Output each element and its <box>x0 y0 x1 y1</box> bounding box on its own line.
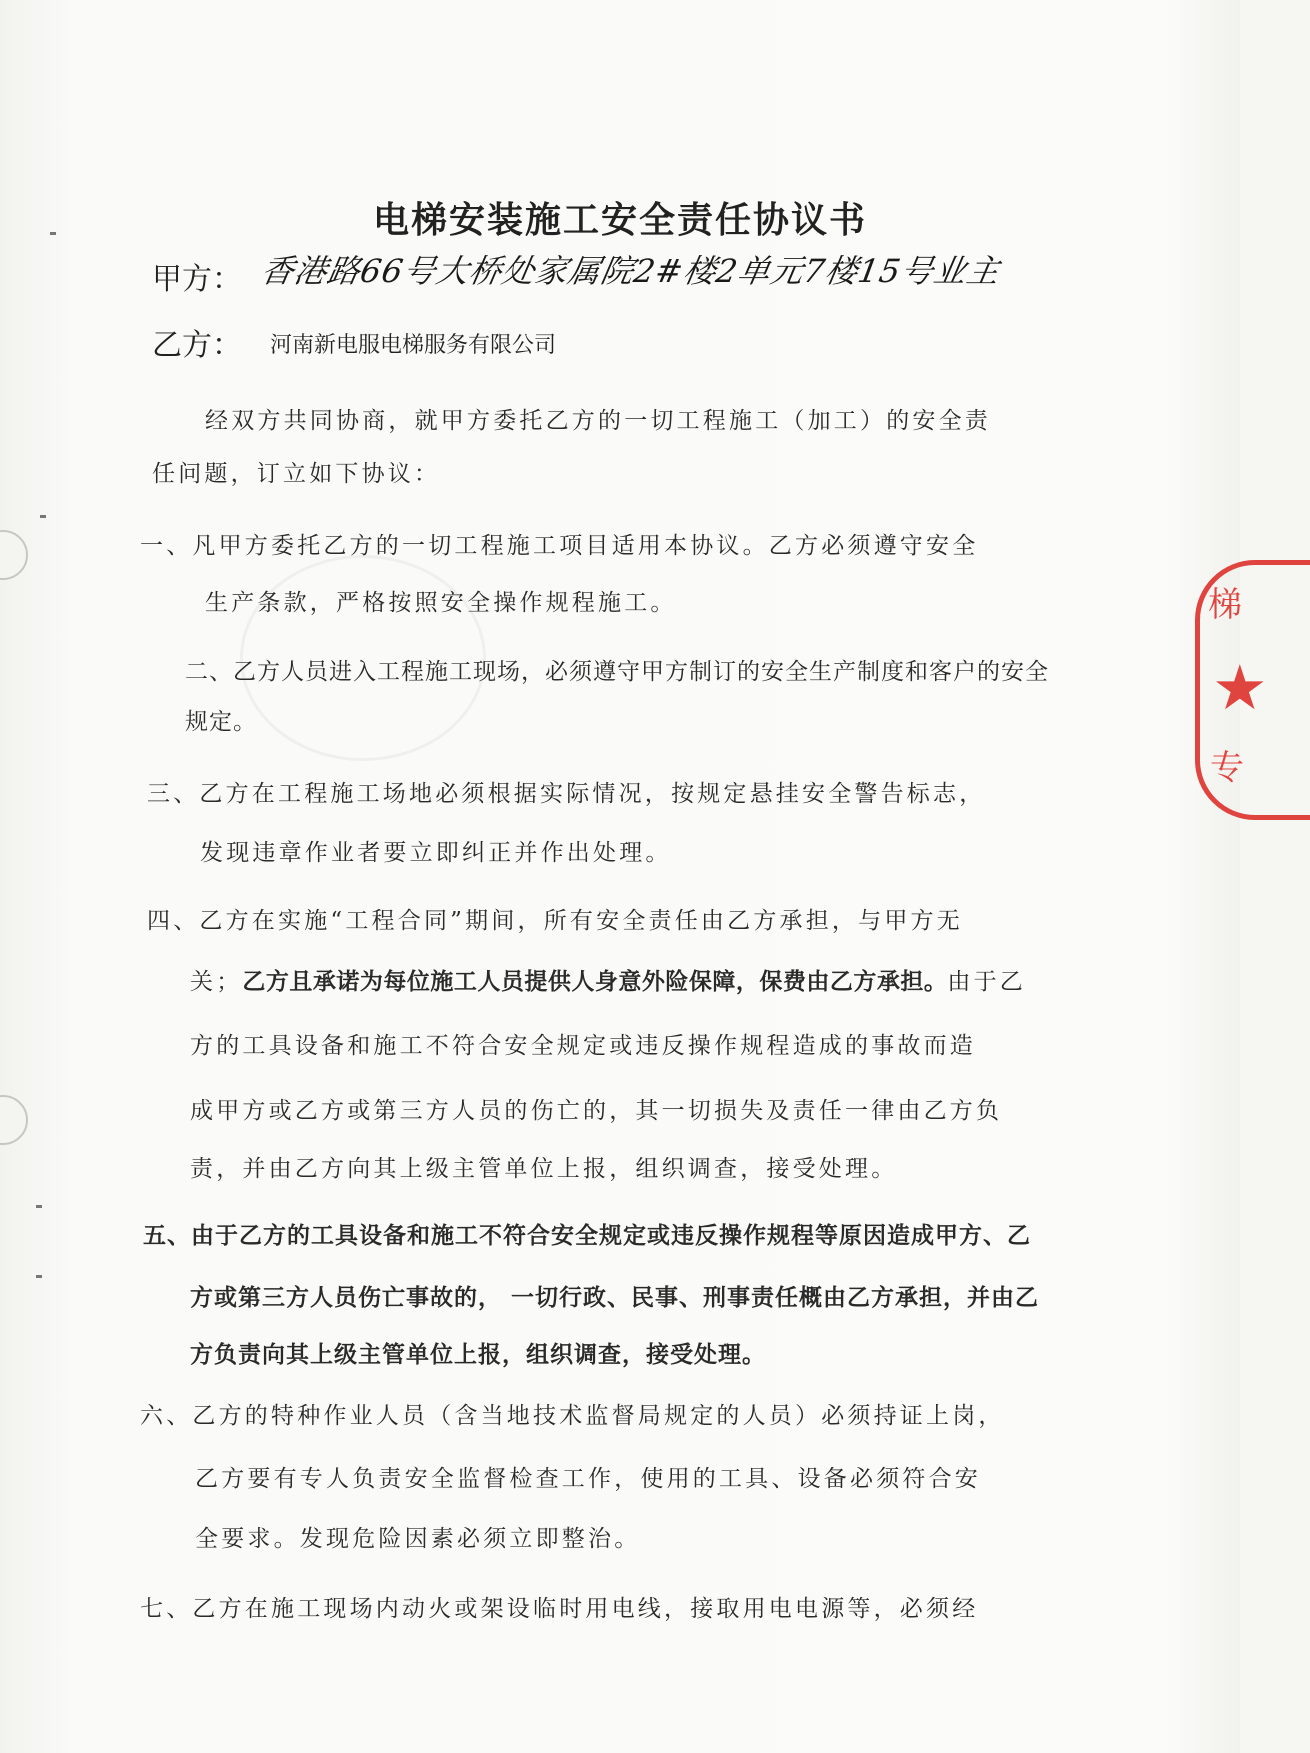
scan-speck <box>36 1205 42 1208</box>
clause-4-text: 关； <box>190 969 243 995</box>
red-company-seal <box>1195 560 1310 820</box>
party-a-label: 甲方： <box>152 262 242 297</box>
clause-4-line: 四、乙方在实施“工程合同”期间，所有安全责任由乙方承担，与甲方无 <box>147 908 963 934</box>
clause-5-line: 方负责向其上级主管单位上报，组织调查，接受处理。 <box>190 1342 766 1368</box>
clause-6-line: 六、乙方的特种作业人员（含当地技术监督局规定的人员）必须持证上岗， <box>140 1403 1005 1429</box>
party-a-handwritten-name: 香港路66号大桥处家属院2#楼2单元7楼15号业主 <box>258 252 1004 290</box>
clause-5-line: 方或第三方人员伤亡事故的， 一切行政、民事、刑事责任概由乙方承担，并由乙 <box>190 1285 1040 1311</box>
seal-text: 梯 <box>1208 585 1242 625</box>
clause-1-line: 生产条款，严格按照安全操作规程施工。 <box>205 590 677 616</box>
clause-5-line: 五、由于乙方的工具设备和施工不符合安全规定或违反操作规程等原因造成甲方、乙 <box>143 1223 1031 1249</box>
intro-line: 经双方共同协商，就甲方委托乙方的一切工程施工（加工）的安全责 <box>205 408 991 434</box>
binder-hole <box>0 1095 28 1145</box>
binder-hole <box>0 530 28 580</box>
scan-speck <box>40 515 46 518</box>
party-b-name: 河南新电服电梯服务有限公司 <box>270 333 557 358</box>
clause-4-insurance-text: 乙方且承诺为每位施工人员提供人身意外险保障，保费由乙方承担。 <box>242 969 948 995</box>
clause-4-line: 成甲方或乙方或第三方人员的伤亡的，其一切损失及责任一律由乙方负 <box>190 1098 1003 1124</box>
clause-4-line: 方的工具设备和施工不符合安全规定或违反操作规程造成的事故而造 <box>190 1033 976 1059</box>
intro-line: 任问题，订立如下协议： <box>152 461 441 487</box>
clause-4-line: 责，并由乙方向其上级主管单位上报，组织调查，接受处理。 <box>190 1156 898 1182</box>
seal-star-icon: ★ <box>1212 651 1268 724</box>
party-b-label: 乙方： <box>152 328 242 363</box>
clause-6-line: 全要求。发现危险因素必须立即整治。 <box>195 1526 641 1552</box>
clause-3-line: 三、乙方在工程施工场地必须根据实际情况，按规定悬挂安全警告标志， <box>147 781 986 807</box>
clause-6-line: 乙方要有专人负责安全监督检查工作，使用的工具、设备必须符合安 <box>195 1466 981 1492</box>
clause-4-text: 由于乙 <box>947 969 1027 995</box>
clause-2-line: 规定。 <box>185 709 257 735</box>
clause-1-line: 一、凡甲方委托乙方的一切工程施工项目适用本协议。乙方必须遵守安全 <box>140 533 979 559</box>
document-title: 电梯安装施工安全责任协议书 <box>372 200 867 241</box>
seal-text: 专 <box>1210 748 1244 788</box>
clause-2-line: 二、乙方人员进入工程施工现场，必须遵守甲方制订的安全生产制度和客户的安全 <box>185 659 1049 685</box>
clause-7-line: 七、乙方在施工现场内动火或架设临时用电线，接取用电电源等，必须经 <box>140 1596 979 1622</box>
scan-speck <box>36 1275 42 1278</box>
clause-4-line <box>190 963 1026 996</box>
clause-3-line: 发现违章作业者要立即纠正并作出处理。 <box>200 840 672 866</box>
